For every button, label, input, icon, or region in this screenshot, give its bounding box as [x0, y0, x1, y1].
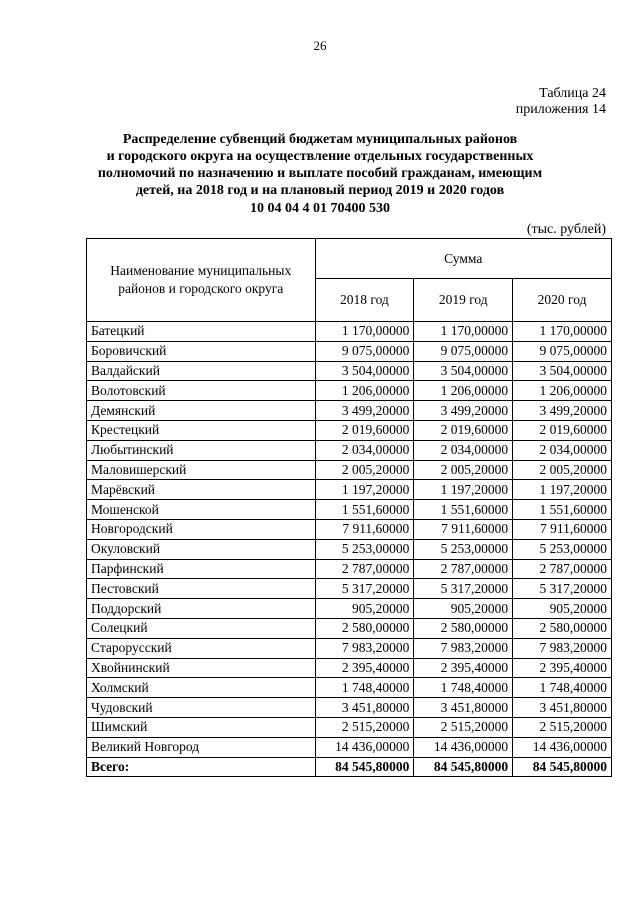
- amount-2018: 1 170,00000: [315, 322, 414, 342]
- district-name: Любытинский: [87, 440, 316, 460]
- total-2018: 84 545,80000: [315, 757, 414, 777]
- table-reference: [516, 86, 606, 118]
- amount-2019: 3 504,00000: [414, 361, 513, 381]
- district-name: Марёвский: [87, 480, 316, 500]
- amount-2020: 5 317,20000: [513, 579, 612, 599]
- amount-2019: 1 206,00000: [414, 381, 513, 401]
- district-name: Шимский: [87, 717, 316, 737]
- amount-2018: 2 787,00000: [315, 559, 414, 579]
- amount-2019: 905,20000: [414, 599, 513, 619]
- amount-2019: 7 983,20000: [414, 638, 513, 658]
- total-2019: 84 545,80000: [414, 757, 513, 777]
- table-row: [87, 638, 612, 658]
- table-row: [87, 322, 612, 342]
- amount-2018: 2 019,60000: [315, 420, 414, 440]
- table-row: [87, 717, 612, 737]
- district-name: Волотовский: [87, 381, 316, 401]
- title-line: Распределение субвенций бюджетам муниципальных районов: [122, 132, 518, 147]
- amount-2020: 3 499,20000: [513, 401, 612, 421]
- district-name: Новгородский: [87, 519, 316, 539]
- table-row: [87, 698, 612, 718]
- amount-2019: 5 253,00000: [414, 539, 513, 559]
- amount-2020: 3 504,00000: [513, 361, 612, 381]
- amount-2019: 1 748,40000: [414, 678, 513, 698]
- amount-2018: 2 580,00000: [315, 618, 414, 638]
- district-name: Мошенской: [87, 500, 316, 520]
- amount-2020: 1 206,00000: [513, 381, 612, 401]
- district-name: Маловишерский: [87, 460, 316, 480]
- table-row: [87, 401, 612, 421]
- table-row: [87, 341, 612, 361]
- district-name: Боровичский: [87, 341, 316, 361]
- table-row: [87, 678, 612, 698]
- page-number: 26: [313, 38, 327, 53]
- amount-2020: 2 005,20000: [513, 460, 612, 480]
- district-name: Великий Новгород: [87, 737, 316, 757]
- amount-2020: 3 451,80000: [513, 698, 612, 718]
- table-row: [87, 440, 612, 460]
- amount-2018: 1 197,20000: [315, 480, 414, 500]
- amount-2019: 2 787,00000: [414, 559, 513, 579]
- amount-2019: 5 317,20000: [414, 579, 513, 599]
- amount-2019: 2 395,40000: [414, 658, 513, 678]
- amount-2018: 2 515,20000: [315, 717, 414, 737]
- amount-2018: 14 436,00000: [315, 737, 414, 757]
- budget-classification-code: 10 04 04 4 01 70400 530: [250, 201, 390, 216]
- district-name: Солецкий: [87, 618, 316, 638]
- amount-2018: 3 499,20000: [315, 401, 414, 421]
- header-year-2020: 2020 год: [513, 279, 612, 322]
- amount-2018: 1 748,40000: [315, 678, 414, 698]
- district-name: Хвойнинский: [87, 658, 316, 678]
- amount-2020: 2 580,00000: [513, 618, 612, 638]
- district-name: Демянский: [87, 401, 316, 421]
- table-ref-appendix: приложения 14: [515, 102, 606, 117]
- district-name: Парфинский: [87, 559, 316, 579]
- district-name: Чудовский: [87, 698, 316, 718]
- amount-2019: 9 075,00000: [414, 341, 513, 361]
- table-row: [87, 420, 612, 440]
- amount-2020: 7 911,60000: [513, 519, 612, 539]
- amount-2018: 1 206,00000: [315, 381, 414, 401]
- table-row: [87, 361, 612, 381]
- amount-2019: 2 005,20000: [414, 460, 513, 480]
- total-label: Всего:: [87, 757, 316, 777]
- amount-2018: 5 253,00000: [315, 539, 414, 559]
- amount-2020: 7 983,20000: [513, 638, 612, 658]
- document-title: [60, 131, 580, 217]
- amount-2019: 2 580,00000: [414, 618, 513, 638]
- title-line: детей, на 2018 год и на плановый период 2019 и 2020 годов: [135, 183, 505, 198]
- table-row: [87, 539, 612, 559]
- table-row: [87, 579, 612, 599]
- amount-2020: 2 395,40000: [513, 658, 612, 678]
- amount-2018: 7 983,20000: [315, 638, 414, 658]
- title-line: полномочий по назначению и выплате пособий гражданам, имеющим: [97, 166, 543, 181]
- table-row: [87, 658, 612, 678]
- table-row: [87, 460, 612, 480]
- table-row: [87, 480, 612, 500]
- header-sum: Сумма: [315, 239, 612, 279]
- amount-2020: 1 197,20000: [513, 480, 612, 500]
- amount-2020: 2 787,00000: [513, 559, 612, 579]
- amount-2019: 1 170,00000: [414, 322, 513, 342]
- amount-2018: 1 551,60000: [315, 500, 414, 520]
- amount-2018: 3 504,00000: [315, 361, 414, 381]
- table-row: [87, 618, 612, 638]
- title-line: и городского округа на осуществление отдельных государственных: [106, 149, 534, 164]
- district-name: Батецкий: [87, 322, 316, 342]
- table-row: [87, 559, 612, 579]
- table-ref-number: Таблица 24: [539, 86, 606, 101]
- units-label: (тыс. рублей): [526, 222, 606, 237]
- table-row: [87, 519, 612, 539]
- amount-2020: 905,20000: [513, 599, 612, 619]
- amount-2018: 3 451,80000: [315, 698, 414, 718]
- amount-2020: 2 019,60000: [513, 420, 612, 440]
- table-row: [87, 737, 612, 757]
- header-year-2019: 2019 год: [414, 279, 513, 322]
- amount-2019: 3 499,20000: [414, 401, 513, 421]
- amount-2018: 905,20000: [315, 599, 414, 619]
- amount-2019: 2 019,60000: [414, 420, 513, 440]
- amount-2019: 7 911,60000: [414, 519, 513, 539]
- amount-2018: 5 317,20000: [315, 579, 414, 599]
- amount-2020: 9 075,00000: [513, 341, 612, 361]
- district-name: Поддорский: [87, 599, 316, 619]
- amount-2020: 2 515,20000: [513, 717, 612, 737]
- amount-2018: 2 395,40000: [315, 658, 414, 678]
- district-name: Валдайский: [87, 361, 316, 381]
- table-row: [87, 500, 612, 520]
- amount-2019: 1 551,60000: [414, 500, 513, 520]
- total-row: [87, 757, 612, 777]
- amount-2019: 1 197,20000: [414, 480, 513, 500]
- subventions-table: [86, 238, 612, 777]
- amount-2020: 5 253,00000: [513, 539, 612, 559]
- amount-2018: 2 005,20000: [315, 460, 414, 480]
- amount-2019: 2 034,00000: [414, 440, 513, 460]
- amount-2020: 14 436,00000: [513, 737, 612, 757]
- district-name: Старорусский: [87, 638, 316, 658]
- table-body: [87, 322, 612, 777]
- amount-2019: 3 451,80000: [414, 698, 513, 718]
- amount-2020: 1 551,60000: [513, 500, 612, 520]
- amount-2018: 9 075,00000: [315, 341, 414, 361]
- amount-2019: 14 436,00000: [414, 737, 513, 757]
- header-year-2018: 2018 год: [315, 279, 414, 322]
- district-name: Пестовский: [87, 579, 316, 599]
- amount-2018: 2 034,00000: [315, 440, 414, 460]
- district-name: Окуловский: [87, 539, 316, 559]
- table-row: [87, 599, 612, 619]
- amount-2020: 2 034,00000: [513, 440, 612, 460]
- total-2020: 84 545,80000: [513, 757, 612, 777]
- amount-2019: 2 515,20000: [414, 717, 513, 737]
- header-name: Наименование муниципальных районов и городского округа: [87, 239, 316, 322]
- amount-2020: 1 748,40000: [513, 678, 612, 698]
- amount-2018: 7 911,60000: [315, 519, 414, 539]
- district-name: Холмский: [87, 678, 316, 698]
- table-row: [87, 381, 612, 401]
- district-name: Крестецкий: [87, 420, 316, 440]
- amount-2020: 1 170,00000: [513, 322, 612, 342]
